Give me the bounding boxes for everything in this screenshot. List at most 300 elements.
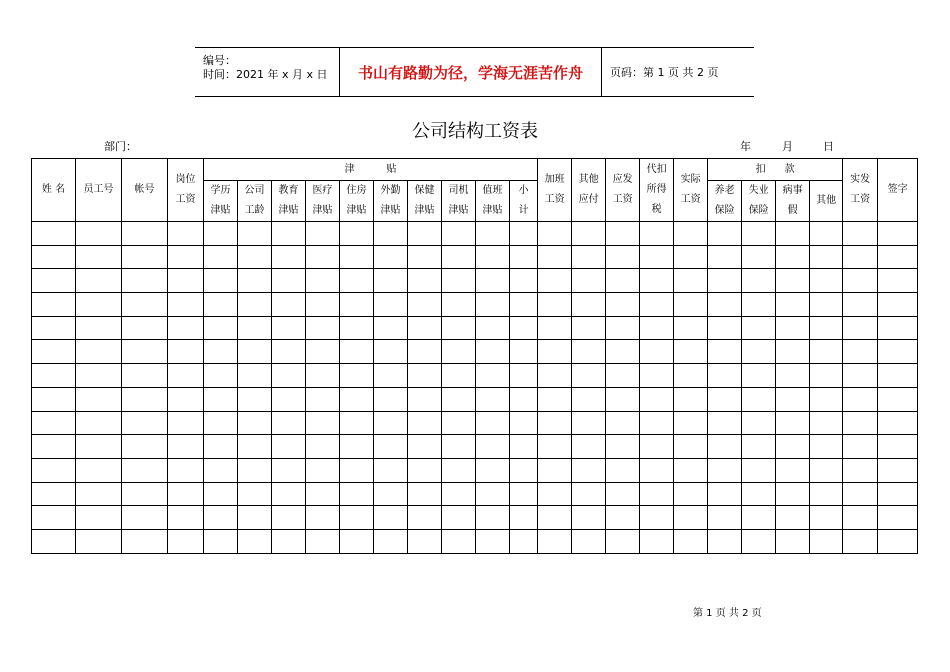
table-cell[interactable] <box>76 293 122 317</box>
table-cell[interactable] <box>32 482 76 506</box>
table-cell[interactable] <box>810 222 843 246</box>
table-cell[interactable] <box>272 435 306 459</box>
table-cell[interactable] <box>272 293 306 317</box>
table-cell[interactable] <box>204 340 238 364</box>
table-cell[interactable] <box>572 293 606 317</box>
table-cell[interactable] <box>810 529 843 553</box>
table-cell[interactable] <box>674 222 708 246</box>
table-cell[interactable] <box>122 482 168 506</box>
table-cell[interactable] <box>810 340 843 364</box>
table-cell[interactable] <box>510 411 538 435</box>
table-cell[interactable] <box>843 364 878 388</box>
table-cell[interactable] <box>843 458 878 482</box>
table-cell[interactable] <box>776 458 810 482</box>
table-cell[interactable] <box>168 293 204 317</box>
table-cell[interactable] <box>606 411 640 435</box>
table-cell[interactable] <box>640 506 674 530</box>
table-cell[interactable] <box>606 482 640 506</box>
table-cell[interactable] <box>76 387 122 411</box>
table-cell[interactable] <box>442 316 476 340</box>
table-cell[interactable] <box>878 316 918 340</box>
table-cell[interactable] <box>442 529 476 553</box>
table-cell[interactable] <box>168 411 204 435</box>
table-cell[interactable] <box>168 529 204 553</box>
table-cell[interactable] <box>408 316 442 340</box>
table-cell[interactable] <box>640 293 674 317</box>
table-cell[interactable] <box>374 411 408 435</box>
table-cell[interactable] <box>204 458 238 482</box>
table-cell[interactable] <box>476 340 510 364</box>
table-cell[interactable] <box>238 340 272 364</box>
table-cell[interactable] <box>204 435 238 459</box>
table-cell[interactable] <box>674 316 708 340</box>
table-cell[interactable] <box>76 364 122 388</box>
table-cell[interactable] <box>878 222 918 246</box>
table-cell[interactable] <box>810 435 843 459</box>
table-cell[interactable] <box>340 458 374 482</box>
table-cell[interactable] <box>238 293 272 317</box>
table-cell[interactable] <box>76 458 122 482</box>
table-cell[interactable] <box>572 316 606 340</box>
table-cell[interactable] <box>810 293 843 317</box>
table-cell[interactable] <box>606 269 640 293</box>
table-cell[interactable] <box>776 293 810 317</box>
table-cell[interactable] <box>238 245 272 269</box>
table-cell[interactable] <box>810 269 843 293</box>
table-cell[interactable] <box>810 458 843 482</box>
table-cell[interactable] <box>340 269 374 293</box>
table-cell[interactable] <box>306 458 340 482</box>
table-cell[interactable] <box>843 411 878 435</box>
table-cell[interactable] <box>674 364 708 388</box>
table-cell[interactable] <box>122 340 168 364</box>
table-cell[interactable] <box>76 435 122 459</box>
table-cell[interactable] <box>708 340 742 364</box>
table-cell[interactable] <box>306 364 340 388</box>
table-cell[interactable] <box>76 269 122 293</box>
table-cell[interactable] <box>32 458 76 482</box>
table-cell[interactable] <box>272 340 306 364</box>
table-cell[interactable] <box>76 411 122 435</box>
table-cell[interactable] <box>272 506 306 530</box>
table-cell[interactable] <box>708 482 742 506</box>
table-cell[interactable] <box>843 482 878 506</box>
table-cell[interactable] <box>878 269 918 293</box>
table-cell[interactable] <box>674 458 708 482</box>
table-cell[interactable] <box>408 411 442 435</box>
table-cell[interactable] <box>742 529 776 553</box>
table-cell[interactable] <box>538 269 572 293</box>
table-cell[interactable] <box>708 529 742 553</box>
table-cell[interactable] <box>32 293 76 317</box>
table-cell[interactable] <box>606 364 640 388</box>
table-cell[interactable] <box>340 435 374 459</box>
table-cell[interactable] <box>810 482 843 506</box>
table-cell[interactable] <box>442 506 476 530</box>
table-cell[interactable] <box>122 411 168 435</box>
table-cell[interactable] <box>776 411 810 435</box>
table-cell[interactable] <box>168 458 204 482</box>
table-cell[interactable] <box>204 269 238 293</box>
table-cell[interactable] <box>510 482 538 506</box>
table-cell[interactable] <box>776 482 810 506</box>
table-cell[interactable] <box>408 435 442 459</box>
table-cell[interactable] <box>572 506 606 530</box>
table-cell[interactable] <box>442 293 476 317</box>
table-cell[interactable] <box>306 506 340 530</box>
table-cell[interactable] <box>843 245 878 269</box>
table-cell[interactable] <box>510 293 538 317</box>
table-cell[interactable] <box>272 316 306 340</box>
table-cell[interactable] <box>810 316 843 340</box>
table-cell[interactable] <box>810 387 843 411</box>
table-cell[interactable] <box>708 245 742 269</box>
table-cell[interactable] <box>204 293 238 317</box>
table-cell[interactable] <box>878 435 918 459</box>
table-cell[interactable] <box>374 245 408 269</box>
table-cell[interactable] <box>810 506 843 530</box>
table-cell[interactable] <box>776 529 810 553</box>
table-cell[interactable] <box>168 245 204 269</box>
table-cell[interactable] <box>572 529 606 553</box>
table-cell[interactable] <box>408 340 442 364</box>
table-cell[interactable] <box>878 506 918 530</box>
table-cell[interactable] <box>442 245 476 269</box>
table-cell[interactable] <box>538 411 572 435</box>
table-cell[interactable] <box>32 411 76 435</box>
table-cell[interactable] <box>340 316 374 340</box>
table-cell[interactable] <box>476 458 510 482</box>
table-cell[interactable] <box>306 316 340 340</box>
table-cell[interactable] <box>878 482 918 506</box>
table-cell[interactable] <box>122 222 168 246</box>
table-cell[interactable] <box>374 506 408 530</box>
table-cell[interactable] <box>878 364 918 388</box>
table-cell[interactable] <box>32 364 76 388</box>
table-cell[interactable] <box>168 316 204 340</box>
table-cell[interactable] <box>238 411 272 435</box>
table-cell[interactable] <box>122 316 168 340</box>
table-cell[interactable] <box>674 435 708 459</box>
table-cell[interactable] <box>476 482 510 506</box>
table-cell[interactable] <box>708 269 742 293</box>
table-cell[interactable] <box>442 364 476 388</box>
table-cell[interactable] <box>640 482 674 506</box>
table-cell[interactable] <box>408 529 442 553</box>
table-cell[interactable] <box>843 269 878 293</box>
table-cell[interactable] <box>742 340 776 364</box>
table-cell[interactable] <box>606 529 640 553</box>
table-cell[interactable] <box>76 245 122 269</box>
table-cell[interactable] <box>168 340 204 364</box>
table-cell[interactable] <box>538 506 572 530</box>
table-cell[interactable] <box>776 269 810 293</box>
table-cell[interactable] <box>238 269 272 293</box>
table-cell[interactable] <box>238 482 272 506</box>
table-cell[interactable] <box>374 387 408 411</box>
table-cell[interactable] <box>122 364 168 388</box>
table-cell[interactable] <box>408 387 442 411</box>
table-cell[interactable] <box>408 222 442 246</box>
table-cell[interactable] <box>408 269 442 293</box>
table-cell[interactable] <box>408 245 442 269</box>
table-cell[interactable] <box>204 222 238 246</box>
table-cell[interactable] <box>122 387 168 411</box>
table-cell[interactable] <box>742 245 776 269</box>
table-cell[interactable] <box>272 222 306 246</box>
table-cell[interactable] <box>122 245 168 269</box>
table-cell[interactable] <box>32 435 76 459</box>
table-cell[interactable] <box>742 293 776 317</box>
table-cell[interactable] <box>122 269 168 293</box>
table-cell[interactable] <box>76 482 122 506</box>
table-cell[interactable] <box>340 222 374 246</box>
table-cell[interactable] <box>674 340 708 364</box>
table-cell[interactable] <box>843 293 878 317</box>
table-cell[interactable] <box>606 222 640 246</box>
table-cell[interactable] <box>640 340 674 364</box>
table-cell[interactable] <box>538 245 572 269</box>
table-cell[interactable] <box>204 387 238 411</box>
table-cell[interactable] <box>238 364 272 388</box>
table-cell[interactable] <box>510 222 538 246</box>
table-cell[interactable] <box>442 411 476 435</box>
table-cell[interactable] <box>674 506 708 530</box>
table-cell[interactable] <box>122 506 168 530</box>
table-cell[interactable] <box>238 387 272 411</box>
table-cell[interactable] <box>272 482 306 506</box>
table-cell[interactable] <box>238 506 272 530</box>
table-cell[interactable] <box>878 245 918 269</box>
table-cell[interactable] <box>843 435 878 459</box>
table-cell[interactable] <box>708 411 742 435</box>
table-cell[interactable] <box>510 269 538 293</box>
table-cell[interactable] <box>708 435 742 459</box>
table-cell[interactable] <box>878 458 918 482</box>
table-cell[interactable] <box>742 411 776 435</box>
table-cell[interactable] <box>742 316 776 340</box>
table-cell[interactable] <box>306 387 340 411</box>
table-cell[interactable] <box>742 222 776 246</box>
table-cell[interactable] <box>238 435 272 459</box>
table-cell[interactable] <box>32 269 76 293</box>
table-cell[interactable] <box>374 482 408 506</box>
table-cell[interactable] <box>340 506 374 530</box>
table-cell[interactable] <box>204 316 238 340</box>
table-cell[interactable] <box>843 340 878 364</box>
table-cell[interactable] <box>640 269 674 293</box>
table-cell[interactable] <box>32 222 76 246</box>
table-cell[interactable] <box>572 435 606 459</box>
table-cell[interactable] <box>776 316 810 340</box>
table-cell[interactable] <box>272 364 306 388</box>
table-cell[interactable] <box>122 529 168 553</box>
table-cell[interactable] <box>306 482 340 506</box>
table-cell[interactable] <box>76 222 122 246</box>
table-cell[interactable] <box>708 364 742 388</box>
table-cell[interactable] <box>510 529 538 553</box>
table-cell[interactable] <box>168 222 204 246</box>
table-cell[interactable] <box>708 293 742 317</box>
table-cell[interactable] <box>708 222 742 246</box>
table-cell[interactable] <box>742 482 776 506</box>
table-cell[interactable] <box>606 293 640 317</box>
table-cell[interactable] <box>476 506 510 530</box>
table-cell[interactable] <box>476 269 510 293</box>
table-cell[interactable] <box>32 245 76 269</box>
table-cell[interactable] <box>674 269 708 293</box>
table-cell[interactable] <box>76 529 122 553</box>
table-cell[interactable] <box>742 458 776 482</box>
table-cell[interactable] <box>708 458 742 482</box>
table-cell[interactable] <box>674 293 708 317</box>
table-cell[interactable] <box>32 529 76 553</box>
table-cell[interactable] <box>408 293 442 317</box>
table-cell[interactable] <box>878 411 918 435</box>
table-cell[interactable] <box>238 316 272 340</box>
table-cell[interactable] <box>168 387 204 411</box>
table-cell[interactable] <box>538 364 572 388</box>
table-cell[interactable] <box>122 458 168 482</box>
table-cell[interactable] <box>606 316 640 340</box>
table-cell[interactable] <box>122 293 168 317</box>
table-cell[interactable] <box>306 245 340 269</box>
table-cell[interactable] <box>340 340 374 364</box>
table-cell[interactable] <box>538 529 572 553</box>
table-cell[interactable] <box>408 506 442 530</box>
table-cell[interactable] <box>32 387 76 411</box>
table-cell[interactable] <box>204 245 238 269</box>
table-cell[interactable] <box>442 222 476 246</box>
table-cell[interactable] <box>843 387 878 411</box>
table-cell[interactable] <box>306 435 340 459</box>
table-cell[interactable] <box>442 340 476 364</box>
table-cell[interactable] <box>374 316 408 340</box>
table-cell[interactable] <box>640 435 674 459</box>
table-cell[interactable] <box>204 411 238 435</box>
table-cell[interactable] <box>810 364 843 388</box>
table-cell[interactable] <box>843 316 878 340</box>
table-cell[interactable] <box>476 411 510 435</box>
table-cell[interactable] <box>476 245 510 269</box>
table-cell[interactable] <box>510 458 538 482</box>
table-cell[interactable] <box>572 458 606 482</box>
table-cell[interactable] <box>640 387 674 411</box>
table-cell[interactable] <box>32 506 76 530</box>
table-cell[interactable] <box>538 293 572 317</box>
table-cell[interactable] <box>510 364 538 388</box>
table-cell[interactable] <box>572 482 606 506</box>
table-cell[interactable] <box>606 435 640 459</box>
table-cell[interactable] <box>408 458 442 482</box>
table-cell[interactable] <box>476 316 510 340</box>
table-cell[interactable] <box>606 458 640 482</box>
table-cell[interactable] <box>374 293 408 317</box>
table-cell[interactable] <box>843 529 878 553</box>
table-cell[interactable] <box>776 340 810 364</box>
table-cell[interactable] <box>810 245 843 269</box>
table-cell[interactable] <box>76 316 122 340</box>
table-cell[interactable] <box>674 529 708 553</box>
table-cell[interactable] <box>168 482 204 506</box>
table-cell[interactable] <box>878 529 918 553</box>
table-cell[interactable] <box>340 364 374 388</box>
table-cell[interactable] <box>606 340 640 364</box>
table-cell[interactable] <box>538 387 572 411</box>
table-cell[interactable] <box>742 387 776 411</box>
table-cell[interactable] <box>238 222 272 246</box>
table-cell[interactable] <box>640 222 674 246</box>
table-cell[interactable] <box>843 222 878 246</box>
table-cell[interactable] <box>776 245 810 269</box>
table-cell[interactable] <box>306 340 340 364</box>
table-cell[interactable] <box>306 269 340 293</box>
table-cell[interactable] <box>306 293 340 317</box>
table-cell[interactable] <box>204 506 238 530</box>
table-cell[interactable] <box>272 245 306 269</box>
table-cell[interactable] <box>340 482 374 506</box>
table-cell[interactable] <box>442 458 476 482</box>
table-cell[interactable] <box>374 222 408 246</box>
table-cell[interactable] <box>572 269 606 293</box>
table-cell[interactable] <box>76 506 122 530</box>
table-cell[interactable] <box>538 435 572 459</box>
table-cell[interactable] <box>538 316 572 340</box>
table-cell[interactable] <box>476 364 510 388</box>
table-cell[interactable] <box>272 529 306 553</box>
table-cell[interactable] <box>572 411 606 435</box>
table-cell[interactable] <box>340 293 374 317</box>
table-cell[interactable] <box>878 387 918 411</box>
table-cell[interactable] <box>810 411 843 435</box>
table-cell[interactable] <box>204 364 238 388</box>
table-cell[interactable] <box>674 482 708 506</box>
table-cell[interactable] <box>640 458 674 482</box>
table-cell[interactable] <box>606 245 640 269</box>
table-cell[interactable] <box>510 435 538 459</box>
table-cell[interactable] <box>272 269 306 293</box>
table-cell[interactable] <box>538 458 572 482</box>
table-cell[interactable] <box>340 245 374 269</box>
table-cell[interactable] <box>510 316 538 340</box>
table-cell[interactable] <box>476 435 510 459</box>
table-cell[interactable] <box>640 411 674 435</box>
table-cell[interactable] <box>272 387 306 411</box>
table-cell[interactable] <box>122 435 168 459</box>
table-cell[interactable] <box>476 222 510 246</box>
table-cell[interactable] <box>742 435 776 459</box>
table-cell[interactable] <box>306 222 340 246</box>
table-cell[interactable] <box>640 529 674 553</box>
table-cell[interactable] <box>442 482 476 506</box>
table-cell[interactable] <box>272 458 306 482</box>
table-cell[interactable] <box>204 529 238 553</box>
table-cell[interactable] <box>306 411 340 435</box>
table-cell[interactable] <box>32 340 76 364</box>
table-cell[interactable] <box>510 245 538 269</box>
table-cell[interactable] <box>572 245 606 269</box>
table-cell[interactable] <box>572 387 606 411</box>
table-cell[interactable] <box>878 293 918 317</box>
table-cell[interactable] <box>238 529 272 553</box>
table-cell[interactable] <box>776 506 810 530</box>
table-cell[interactable] <box>538 482 572 506</box>
table-cell[interactable] <box>442 269 476 293</box>
table-cell[interactable] <box>204 482 238 506</box>
table-cell[interactable] <box>640 364 674 388</box>
table-cell[interactable] <box>272 411 306 435</box>
table-cell[interactable] <box>843 506 878 530</box>
